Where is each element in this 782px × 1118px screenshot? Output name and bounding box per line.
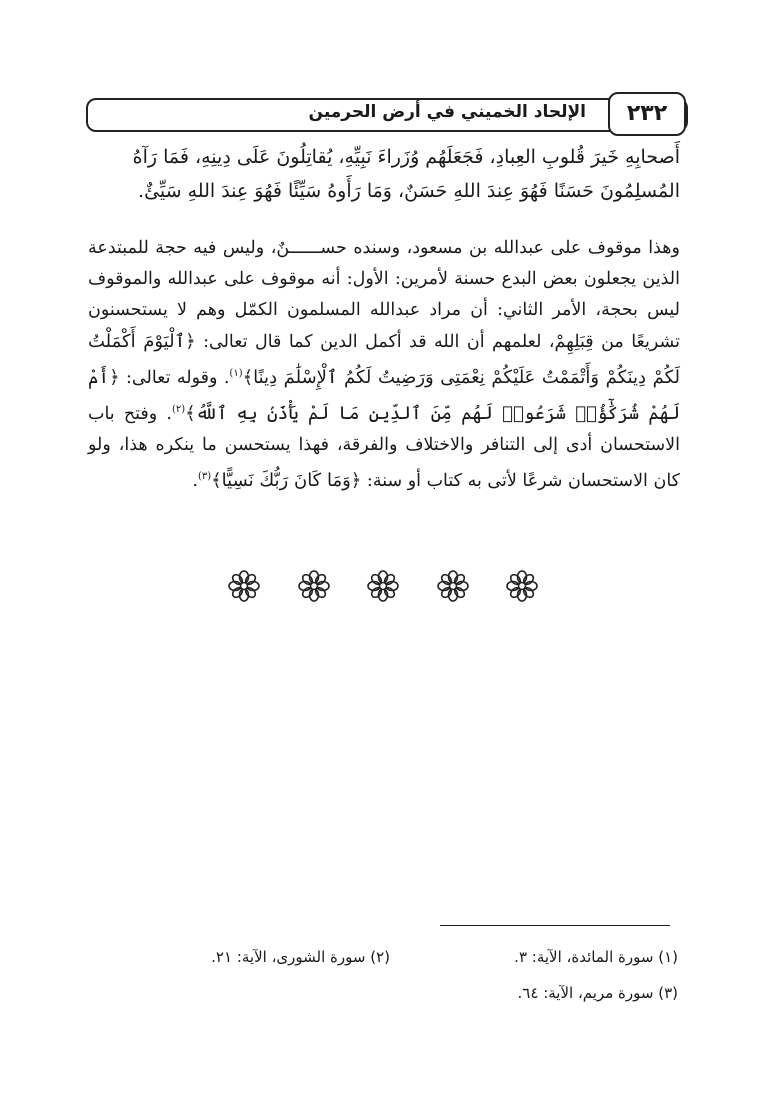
paragraph-part-2: . وقوله تعالى: (126, 367, 230, 388)
book-title: الإلحاد الخميني في أرض الحرمين (308, 102, 586, 122)
verse-continuation (88, 140, 680, 208)
paragraph-part-3: . وفتح باب الاستحسان أدى إلى التنافر والاختلاف والفرقة، فهذا يستحسن ما ينكره هذا، ولو كان الاستحسان شرعًا لأتى به كتاب أو سنة: (88, 403, 680, 491)
page-number: ٢٣٢ (608, 92, 686, 136)
footnote-separator (440, 925, 670, 926)
main-paragraph (88, 233, 680, 496)
flower-ornament-icon (228, 570, 260, 602)
paragraph-part-1: وهذا موقوف على عبدالله بن مسعود، وسنده حســــــنٌ، وليس فيه حجة للمبتدعة الذين يجعلون بعض البدع حسنة لأمرين: الأول: أنه موقوف على عبدالله والموقوف ليس بحجة، الأمر الثاني: أن مراد عبدالله المسلمون الكمّل وهم لا يستحسنون تشريعًا من قِبَلِهِمْ، لعلمهم أن الله قد أكمل الدين كما قال تعالى: (88, 238, 680, 352)
footnote-ref-2[interactable]: (٢) (171, 403, 186, 415)
flower-ornament-icon (298, 570, 330, 602)
footnote-1: (١) سورة المائدة، الآية: ٣. (514, 948, 678, 966)
footnote-3: (٣) سورة مريم، الآية: ٦٤. (517, 984, 678, 1002)
footnote-2: (٢) سورة الشورى، الآية: ٢١. (211, 948, 390, 966)
paragraph-end: . (192, 470, 198, 491)
section-divider (228, 570, 538, 602)
footnote-ref-3[interactable]: (٣) (197, 470, 212, 482)
page-header (86, 98, 688, 132)
flower-ornament-icon (437, 570, 469, 602)
footnote-ref-1[interactable]: (١) (229, 368, 243, 379)
quran-verse-3: ﴿وَمَا كَانَ رَبُّكَ نَسِيًّا﴾ (211, 469, 362, 491)
quran-verse-1: ﴿ٱلْيَوْمَ أَكْمَلْتُ لَكُمْ دِينَكُمْ وَأَتْمَمْتُ عَلَيْكُمْ نِعْمَتِى وَرَضِيتُ لَكُمُ ٱلْإِسْلَٰمَ دِينًا﴾ (88, 331, 680, 388)
verse-line-2: المُسلِمُونَ حَسَنًا فَهُوَ عِندَ اللهِ حَسَنٌ، وَمَا رَأَوهُ سَيِّئًا فَهُوَ عِندَ اللهِ سَيِّئٌ. (138, 180, 680, 202)
flower-ornament-icon (367, 570, 399, 602)
flower-ornament-icon (506, 570, 538, 602)
verse-line-1: أَصحابِهِ خَيرَ قُلوبِ العِبادِ، فَجَعَلَهُم وُزَراءَ نَبِيِّهِ، يُقاتِلُونَ عَلَى دِينِهِ، فَمَا رَآهُ (132, 146, 680, 168)
quran-verse-2: ﴿أَمْ لَهُمْ شُرَكَٰٓؤُا۟ شَرَعُوا۟ لَهُم مِّنَ ٱلدِّينِ مَا لَمْ يَأْذَنۢ بِهِ ٱللَّهُ﴾ (88, 366, 680, 424)
